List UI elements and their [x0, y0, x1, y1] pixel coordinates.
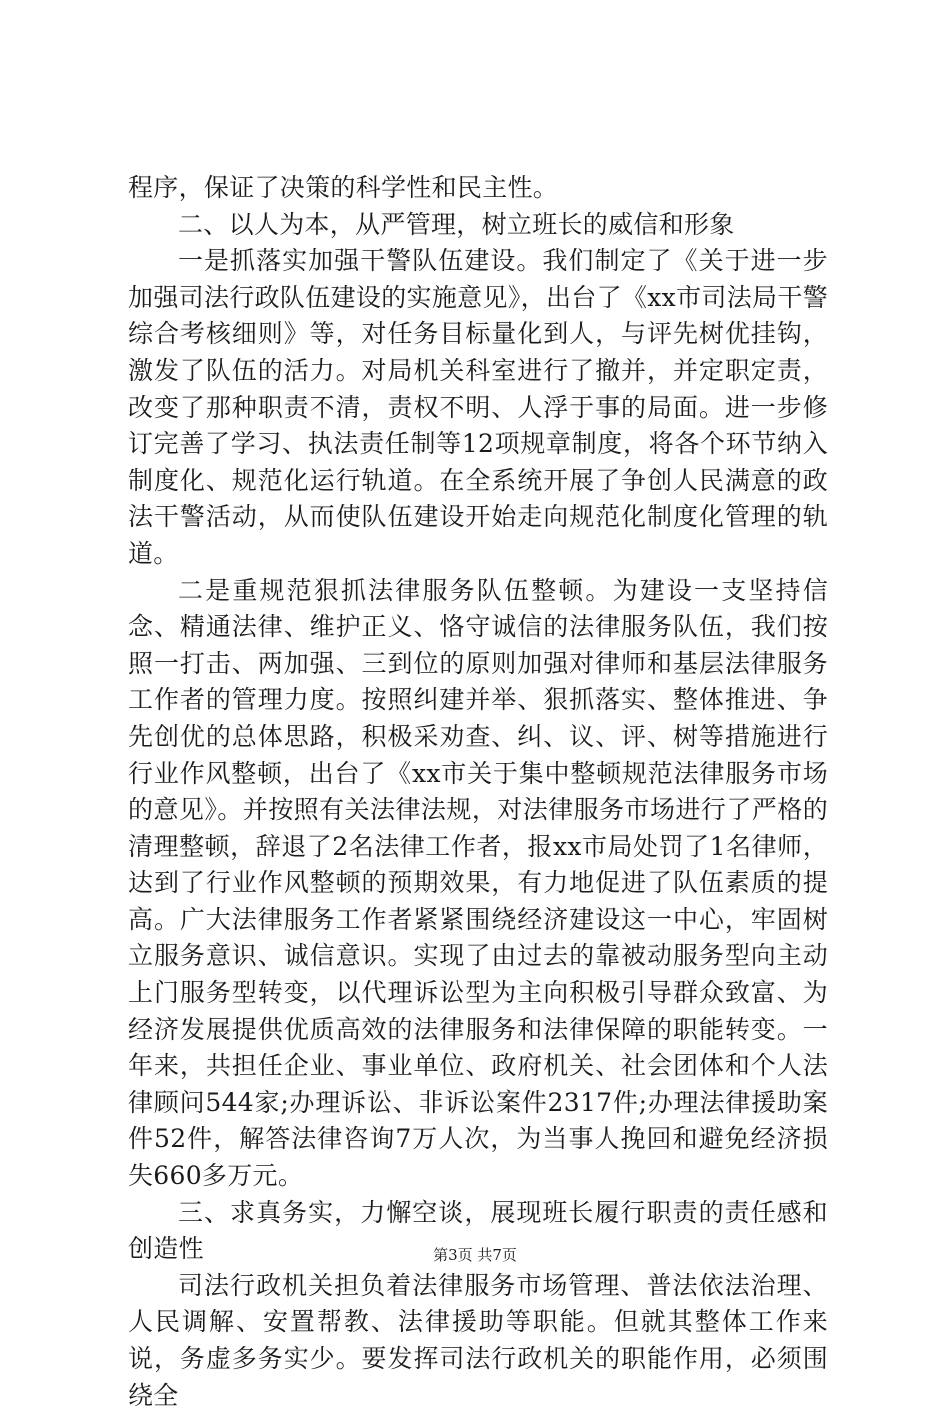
paragraph-4: 二是重规范狠抓法律服务队伍整顿。为建设一支坚持信念、精通法律、维护正义、恪守诚信的法律服务队伍，我们按照一打击、两加强、三到位的原则加强对律师和基层法律服务工作者的管理力度。按照纠建并举、狠抓落实、整体推进、争先创优的总体思路，积极采劝查、纠、议、评、树等措施进行行业作风整顿，出台了《xx市关于集中整顿规范法律服务市场的意见》。并按照有关法律法规，对法律服务市场进行了严格的清理整顿，辞退了2名法律工作者，报xx市局处罚了1名律师，达到了行业作风整顿的预期效果，有力地促进了队伍素质的提高。广大法律服务工作者紧紧围绕经济建设这一中心，牢固树立服务意识、诚信意识。实现了由过去的靠被动服务型向主动上门服务型转变，以代理诉讼型为主向积极引导群众致富、为经济发展提供优质高效的法律服务和法律保障的职能转变。一年来，共担任企业、事业单位、政府机关、社会团体和个人法律顾问544家;办理诉讼、非诉讼案件2317件;办理法律援助案件52件，解答法律咨询7万人次，为当事人挽回和避免经济损失660多万元。	[128, 575, 828, 1191]
paragraph-6: 司法行政机关担负着法律服务市场管理、普法依法治理、人民调解、安置帮教、法律援助等职能。但就其整体工作来说，务虚多务实少。要发挥司法行政机关的职能作用，必须围绕全	[128, 1270, 828, 1410]
page-number-footer: 第3页 共7页	[433, 1246, 517, 1264]
paragraph-1: 程序，保证了决策的科学性和民主性。	[128, 173, 559, 202]
paragraph-3: 一是抓落实加强干警队伍建设。我们制定了《关于进一步加强司法行政队伍建设的实施意见》，出台了《xx市司法局干警综合考核细则》等，对任务目标量化到人，与评先树优挂钩，激发了队伍的活力。对局机关科室进行了撤并，并定职定责，改变了那种职责不清，责权不明、人浮于事的局面。进一步修订完善了学习、执法责任制等12项规章制度，将各个环节纳入制度化、规范化运行轨道。在全系统开展了争创人民满意的政法干警活动，从而使队伍建设开始走向规范化制度化管理的轨道。	[128, 246, 828, 568]
section-heading-3: 三、求真务实，力懈空谈，展现班长履行职责的责任感和创造性	[128, 1197, 828, 1264]
section-heading-2: 二、以人为本，从严管理，树立班长的威信和形象	[178, 209, 735, 239]
document-body	[128, 170, 828, 1414]
